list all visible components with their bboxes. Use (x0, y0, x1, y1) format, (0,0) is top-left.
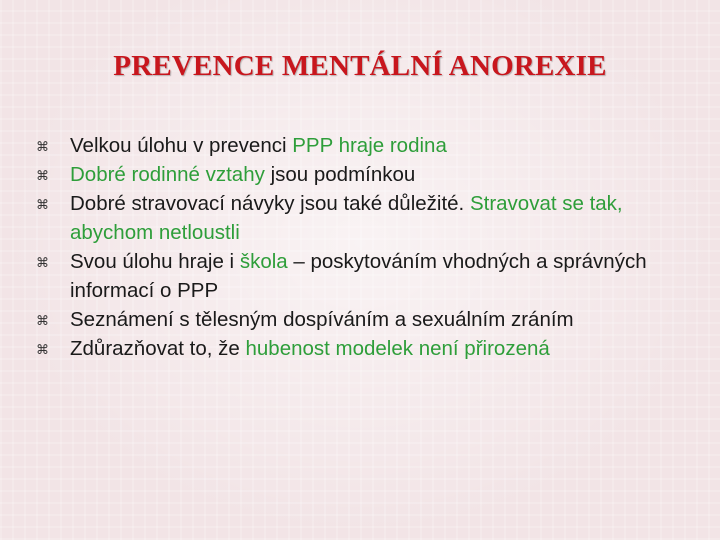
bullet-marker-icon: ⌘ (36, 139, 49, 154)
bullet-text: Dobré rodinné vztahy (70, 163, 265, 186)
bullet-item (36, 334, 686, 363)
bullet-text: Velkou úlohu v prevenci (70, 134, 293, 157)
bullet-list (36, 131, 686, 363)
bullet-text: Stravovat se tak, abychom netloustli (70, 192, 623, 244)
bullet-text: Svou úlohu hraje i (70, 250, 240, 273)
bullet-item (36, 160, 686, 189)
bullet-marker-icon: ⌘ (36, 168, 49, 183)
bullet-item (36, 189, 686, 247)
bullet-marker-icon: ⌘ (36, 197, 49, 212)
bullet-text: Seznámení s tělesným dospíváním a sexuálním zráním (70, 308, 574, 331)
bullet-marker-icon: ⌘ (36, 313, 49, 328)
bullet-text: Zdůrazňovat to, že (70, 337, 246, 360)
bullet-text: hubenost modelek není přirozená (245, 337, 550, 360)
slide-title: PREVENCE MENTÁLNÍ ANOREXIE (113, 50, 607, 82)
bullet-text: Dobré stravovací návyky jsou také důležité. (70, 192, 470, 215)
bullet-text: škola (239, 250, 288, 273)
bullet-marker-icon: ⌘ (36, 342, 49, 357)
bullet-text: jsou podmínkou (264, 163, 416, 186)
bullet-item (36, 305, 686, 334)
bullet-item (36, 247, 686, 305)
bullet-text: – poskytováním vhodných a správných informací o PPP (70, 250, 647, 302)
bullet-marker-icon: ⌘ (36, 255, 49, 270)
bullet-item (36, 131, 686, 160)
bullet-text: PPP hraje rodina (292, 134, 447, 157)
